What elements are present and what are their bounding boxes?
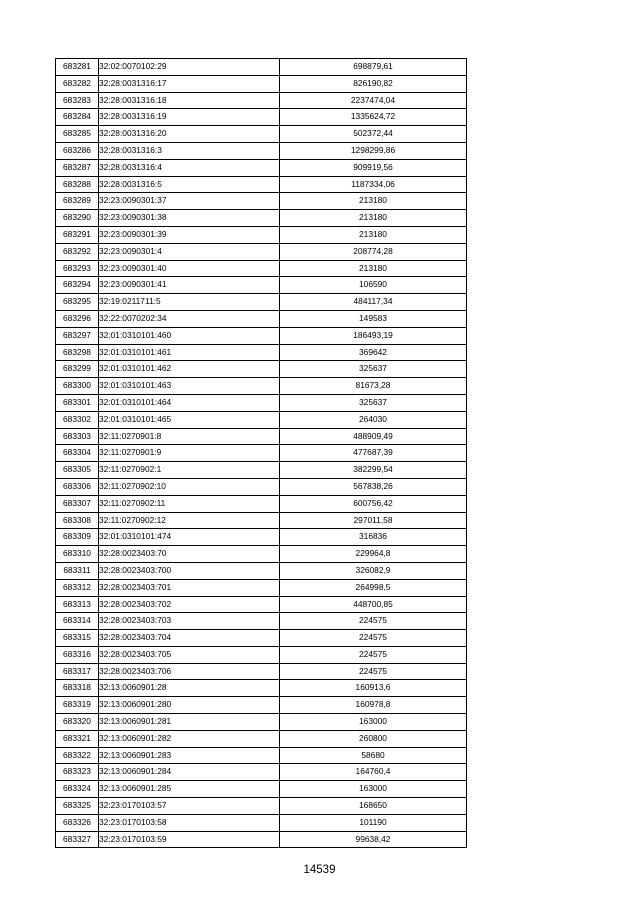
- table-row: [56, 428, 467, 445]
- row-id-cell: 683303: [56, 428, 99, 445]
- row-id-cell: 683305: [56, 462, 99, 479]
- table-row: [56, 630, 467, 647]
- table-row: [56, 646, 467, 663]
- row-id-cell: 683304: [56, 445, 99, 462]
- row-id-cell: 683286: [56, 142, 99, 159]
- table-row: [56, 378, 467, 395]
- row-id-cell: 683288: [56, 176, 99, 193]
- table-row: [56, 159, 467, 176]
- row-id-cell: 683325: [56, 798, 99, 815]
- row-id-cell: 683321: [56, 730, 99, 747]
- value-cell: 58680: [280, 747, 467, 764]
- cadastral-number-cell: 32:23:0170103:58: [99, 814, 280, 831]
- cadastral-number-cell: 32:28:0031316:20: [99, 126, 280, 143]
- row-id-cell: 683317: [56, 663, 99, 680]
- table-row: [56, 680, 467, 697]
- cadastral-number-cell: 32:28:0031316:5: [99, 176, 280, 193]
- value-cell: 224575: [280, 630, 467, 647]
- table-row: [56, 142, 467, 159]
- value-cell: 264998,5: [280, 579, 467, 596]
- row-id-cell: 683320: [56, 714, 99, 731]
- value-cell: 81673,28: [280, 378, 467, 395]
- value-cell: 106590: [280, 277, 467, 294]
- value-cell: 1187334,06: [280, 176, 467, 193]
- row-id-cell: 683318: [56, 680, 99, 697]
- cadastral-number-cell: 32:13:0060901:28: [99, 680, 280, 697]
- row-id-cell: 683284: [56, 109, 99, 126]
- table-row: [56, 226, 467, 243]
- cadastral-number-cell: 32:28:0023403:70: [99, 546, 280, 563]
- value-cell: 160978,8: [280, 697, 467, 714]
- row-id-cell: 683310: [56, 546, 99, 563]
- row-id-cell: 683326: [56, 814, 99, 831]
- table-row: [56, 764, 467, 781]
- value-cell: 213180: [280, 226, 467, 243]
- table-row: [56, 176, 467, 193]
- table-row: [56, 714, 467, 731]
- value-cell: 164760,4: [280, 764, 467, 781]
- value-cell: 163000: [280, 781, 467, 798]
- row-id-cell: 683302: [56, 411, 99, 428]
- table-row: [56, 193, 467, 210]
- table-row: [56, 478, 467, 495]
- cadastral-number-cell: 32:01:0310101:465: [99, 411, 280, 428]
- cadastral-number-cell: 32:11:0270902:10: [99, 478, 280, 495]
- value-cell: 488909,49: [280, 428, 467, 445]
- value-cell: 168650: [280, 798, 467, 815]
- table-row: [56, 613, 467, 630]
- table-row: [56, 243, 467, 260]
- table-row: [56, 831, 467, 848]
- row-id-cell: 683282: [56, 75, 99, 92]
- row-id-cell: 683327: [56, 831, 99, 848]
- row-id-cell: 683311: [56, 562, 99, 579]
- value-cell: 229964,8: [280, 546, 467, 563]
- value-cell: 163000: [280, 714, 467, 731]
- table-row: [56, 730, 467, 747]
- cadastral-number-cell: 32:23:0170103:59: [99, 831, 280, 848]
- cadastral-number-cell: 32:28:0031316:17: [99, 75, 280, 92]
- table-row: [56, 92, 467, 109]
- cadastral-number-cell: 32:11:0270901:8: [99, 428, 280, 445]
- cadastral-number-cell: 32:28:0031316:19: [99, 109, 280, 126]
- cadastral-number-cell: 32:01:0310101:460: [99, 327, 280, 344]
- row-id-cell: 683307: [56, 495, 99, 512]
- cadastral-number-cell: 32:11:0270902:12: [99, 512, 280, 529]
- table-row: [56, 579, 467, 596]
- value-cell: 224575: [280, 663, 467, 680]
- table-row: [56, 512, 467, 529]
- row-id-cell: 683281: [56, 59, 99, 76]
- table-row: [56, 394, 467, 411]
- cadastral-number-cell: 32:28:0023403:705: [99, 646, 280, 663]
- value-cell: 149583: [280, 310, 467, 327]
- cadastral-number-cell: 32:28:0023403:700: [99, 562, 280, 579]
- value-cell: 213180: [280, 260, 467, 277]
- table-row: [56, 277, 467, 294]
- row-id-cell: 683309: [56, 529, 99, 546]
- row-id-cell: 683319: [56, 697, 99, 714]
- table-row: [56, 327, 467, 344]
- row-id-cell: 683312: [56, 579, 99, 596]
- value-cell: 484117,34: [280, 294, 467, 311]
- row-id-cell: 683292: [56, 243, 99, 260]
- row-id-cell: 683316: [56, 646, 99, 663]
- row-id-cell: 683313: [56, 596, 99, 613]
- cadastral-number-cell: 32:22:0070202:34: [99, 310, 280, 327]
- value-cell: 224575: [280, 646, 467, 663]
- cadastral-number-cell: 32:28:0031316:3: [99, 142, 280, 159]
- value-cell: 326082,9: [280, 562, 467, 579]
- row-id-cell: 683295: [56, 294, 99, 311]
- value-cell: 213180: [280, 193, 467, 210]
- cadastral-number-cell: 32:23:0090301:41: [99, 277, 280, 294]
- value-cell: 600756,42: [280, 495, 467, 512]
- row-id-cell: 683290: [56, 210, 99, 227]
- cadastral-number-cell: 32:23:0170103:57: [99, 798, 280, 815]
- table-row: [56, 663, 467, 680]
- value-cell: 101190: [280, 814, 467, 831]
- cadastral-number-cell: 32:19:0211711:5: [99, 294, 280, 311]
- value-cell: 369642: [280, 344, 467, 361]
- table-row: [56, 411, 467, 428]
- row-id-cell: 683323: [56, 764, 99, 781]
- table-row: [56, 495, 467, 512]
- value-cell: 2237474,04: [280, 92, 467, 109]
- cadastral-number-cell: 32:13:0060901:282: [99, 730, 280, 747]
- row-id-cell: 683308: [56, 512, 99, 529]
- row-id-cell: 683296: [56, 310, 99, 327]
- value-cell: 224575: [280, 613, 467, 630]
- row-id-cell: 683306: [56, 478, 99, 495]
- row-id-cell: 683322: [56, 747, 99, 764]
- value-cell: 260800: [280, 730, 467, 747]
- table-row: [56, 814, 467, 831]
- table-row: [56, 294, 467, 311]
- cadastral-number-cell: 32:23:0090301:37: [99, 193, 280, 210]
- row-id-cell: 683298: [56, 344, 99, 361]
- value-cell: 213180: [280, 210, 467, 227]
- cadastral-number-cell: 32:28:0023403:702: [99, 596, 280, 613]
- row-id-cell: 683287: [56, 159, 99, 176]
- table-row: [56, 109, 467, 126]
- row-id-cell: 683300: [56, 378, 99, 395]
- cadastral-number-cell: 32:28:0023403:706: [99, 663, 280, 680]
- value-cell: 316836: [280, 529, 467, 546]
- value-cell: 909919,56: [280, 159, 467, 176]
- table-row: [56, 781, 467, 798]
- cadastral-number-cell: 32:13:0060901:281: [99, 714, 280, 731]
- table-row: [56, 445, 467, 462]
- table-row: [56, 260, 467, 277]
- value-cell: 99638,42: [280, 831, 467, 848]
- table-row: [56, 344, 467, 361]
- value-cell: 208774,28: [280, 243, 467, 260]
- value-cell: 160913,6: [280, 680, 467, 697]
- cadastral-number-cell: 32:28:0023403:703: [99, 613, 280, 630]
- row-id-cell: 683294: [56, 277, 99, 294]
- value-cell: 698879,61: [280, 59, 467, 76]
- value-cell: 325637: [280, 394, 467, 411]
- table-row: [56, 75, 467, 92]
- value-cell: 477687,39: [280, 445, 467, 462]
- cadastral-number-cell: 32:02:0070102:29: [99, 59, 280, 76]
- value-cell: 264030: [280, 411, 467, 428]
- row-id-cell: 683297: [56, 327, 99, 344]
- cadastral-number-cell: 32:23:0090301:39: [99, 226, 280, 243]
- table-row: [56, 529, 467, 546]
- cadastral-value-table: [55, 58, 467, 848]
- value-cell: 567838,26: [280, 478, 467, 495]
- cadastral-number-cell: 32:01:0310101:462: [99, 361, 280, 378]
- table-row: [56, 596, 467, 613]
- cadastral-number-cell: 32:11:0270902:1: [99, 462, 280, 479]
- value-cell: 1298299,86: [280, 142, 467, 159]
- row-id-cell: 683301: [56, 394, 99, 411]
- cadastral-number-cell: 32:23:0090301:38: [99, 210, 280, 227]
- cadastral-number-cell: 32:28:0023403:704: [99, 630, 280, 647]
- table-row: [56, 462, 467, 479]
- value-cell: 186493,19: [280, 327, 467, 344]
- cadastral-number-cell: 32:13:0060901:280: [99, 697, 280, 714]
- row-id-cell: 683293: [56, 260, 99, 277]
- row-id-cell: 683324: [56, 781, 99, 798]
- cadastral-number-cell: 32:28:0023403:701: [99, 579, 280, 596]
- table-row: [56, 59, 467, 76]
- table-row: [56, 798, 467, 815]
- cadastral-number-cell: 32:23:0090301:40: [99, 260, 280, 277]
- table-row: [56, 747, 467, 764]
- cadastral-number-cell: 32:23:0090301:4: [99, 243, 280, 260]
- table-row: [56, 210, 467, 227]
- value-cell: 382299,54: [280, 462, 467, 479]
- value-cell: 297011,58: [280, 512, 467, 529]
- cadastral-number-cell: 32:01:0310101:464: [99, 394, 280, 411]
- row-id-cell: 683285: [56, 126, 99, 143]
- value-cell: 826190,82: [280, 75, 467, 92]
- cadastral-number-cell: 32:28:0031316:4: [99, 159, 280, 176]
- table-row: [56, 697, 467, 714]
- cadastral-number-cell: 32:28:0031316:18: [99, 92, 280, 109]
- row-id-cell: 683289: [56, 193, 99, 210]
- row-id-cell: 683299: [56, 361, 99, 378]
- value-cell: 1335624,72: [280, 109, 467, 126]
- table-row: [56, 562, 467, 579]
- cadastral-number-cell: 32:13:0060901:283: [99, 747, 280, 764]
- cadastral-number-cell: 32:13:0060901:284: [99, 764, 280, 781]
- cadastral-number-cell: 32:01:0310101:461: [99, 344, 280, 361]
- table-row: [56, 310, 467, 327]
- cadastral-number-cell: 32:01:0310101:463: [99, 378, 280, 395]
- row-id-cell: 683283: [56, 92, 99, 109]
- page-number: 14539: [303, 864, 336, 876]
- cadastral-number-cell: 32:01:0310101:474: [99, 529, 280, 546]
- cadastral-number-cell: 32:11:0270902:11: [99, 495, 280, 512]
- row-id-cell: 683291: [56, 226, 99, 243]
- value-cell: 325637: [280, 361, 467, 378]
- row-id-cell: 683315: [56, 630, 99, 647]
- value-cell: 502372,44: [280, 126, 467, 143]
- table-row: [56, 361, 467, 378]
- cadastral-number-cell: 32:13:0060901:285: [99, 781, 280, 798]
- table-row: [56, 546, 467, 563]
- table-body: [56, 59, 467, 848]
- table-row: [56, 126, 467, 143]
- value-cell: 448700,85: [280, 596, 467, 613]
- cadastral-number-cell: 32:11:0270901:9: [99, 445, 280, 462]
- row-id-cell: 683314: [56, 613, 99, 630]
